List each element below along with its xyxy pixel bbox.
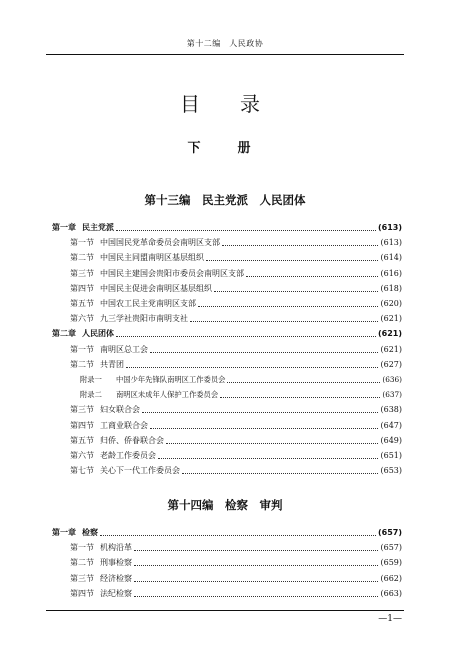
- toc-section-entry[interactable]: [70, 572, 402, 586]
- toc-section-entry[interactable]: [70, 236, 402, 250]
- entry-title: 检察: [82, 528, 98, 537]
- part-heading-13: 第十三编 民主党派 人民团体: [144, 193, 306, 207]
- toc-section-entry[interactable]: [70, 587, 402, 601]
- entry-number: 第六节: [70, 314, 94, 324]
- toc-title: 目 录: [180, 92, 270, 116]
- entry-title: 中国民主同盟南明区基层组织: [100, 253, 204, 263]
- entry-title: 共青团: [100, 359, 124, 369]
- entry-title: 机构沿革: [100, 543, 132, 553]
- toc-section-entry[interactable]: [70, 282, 402, 296]
- leader-dots: [134, 572, 378, 582]
- part-heading-14: 第十四编 检察 审判: [167, 498, 283, 512]
- entry-title: 南明区总工会: [100, 344, 148, 354]
- entry-number: 第四节: [70, 283, 94, 293]
- toc-chapter-entry[interactable]: [52, 526, 402, 540]
- entry-title: 九三学社贵阳市南明支社: [100, 314, 188, 324]
- entry-number: 第五节: [70, 435, 94, 445]
- entry-number: 第二节: [70, 359, 94, 369]
- entry-number: 第四节: [70, 588, 94, 598]
- entry-title: 刑事检察: [100, 558, 132, 568]
- leader-dots: [150, 419, 378, 429]
- leader-dots: [166, 434, 378, 444]
- entry-page: (627): [380, 359, 402, 369]
- leader-dots: [246, 267, 378, 277]
- entry-page: (659): [380, 558, 402, 568]
- leader-dots: [142, 403, 378, 413]
- toc-section-entry[interactable]: [70, 312, 402, 326]
- entry-number: 第七节: [70, 466, 94, 476]
- entry-number: 第三节: [70, 405, 94, 415]
- entry-number: 第一章: [52, 528, 76, 537]
- toc-section-entry[interactable]: [70, 267, 402, 281]
- entry-number: 第三节: [70, 268, 94, 278]
- leader-dots: [158, 449, 378, 459]
- toc-chapter-entry[interactable]: [52, 221, 402, 235]
- entry-number: 附录一: [80, 375, 102, 384]
- page-number: —1—: [378, 614, 402, 624]
- entry-number: 第二节: [70, 558, 94, 568]
- leader-dots: [116, 221, 376, 231]
- entry-page: (657): [380, 543, 402, 553]
- entry-page: (613): [380, 238, 402, 248]
- entry-page: (616): [380, 268, 402, 278]
- entry-page: (651): [380, 451, 402, 460]
- entry-number: 第二节: [70, 253, 94, 263]
- entry-page: (636): [382, 375, 402, 384]
- toc-section-entry[interactable]: [70, 449, 402, 463]
- entry-page: (621): [380, 344, 402, 354]
- entry-title: 妇女联合会: [100, 405, 140, 415]
- footer-rule: [46, 610, 404, 611]
- leader-dots: [134, 541, 378, 551]
- running-head: 第十二编 人民政协: [186, 39, 264, 48]
- entry-page: (657): [377, 528, 402, 537]
- leader-dots: [206, 251, 378, 261]
- toc-section-entry[interactable]: [70, 251, 402, 265]
- entry-title: 人民团体: [82, 329, 114, 339]
- entry-number: 第三节: [70, 573, 94, 583]
- leader-dots: [134, 556, 378, 566]
- entry-number: 第一节: [70, 238, 94, 248]
- entry-title: 归侨、侨眷联合会: [100, 435, 164, 445]
- entry-number: 附录二: [80, 390, 102, 400]
- leader-dots: [220, 388, 380, 398]
- entry-title: 经济检察: [100, 573, 132, 583]
- toc-section-entry[interactable]: [70, 403, 402, 417]
- entry-number: 第四节: [70, 420, 94, 430]
- entry-title: 南明区未成年人保护工作委员会: [116, 390, 219, 400]
- entry-title: 工商业联合会: [100, 420, 148, 430]
- entry-number: 第一节: [70, 344, 94, 354]
- toc-section-entry[interactable]: [70, 419, 402, 433]
- entry-number: 第一章: [52, 223, 76, 232]
- entry-page: (662): [380, 573, 402, 583]
- toc-chapter-entry[interactable]: [52, 327, 402, 341]
- toc-appendix-entry[interactable]: [80, 388, 402, 402]
- entry-page: (621): [377, 329, 402, 339]
- entry-title: 法纪检察: [100, 588, 132, 598]
- leader-dots: [190, 312, 378, 322]
- entry-page: (637): [382, 390, 402, 400]
- toc-section-entry[interactable]: [70, 556, 402, 570]
- entry-number: 第六节: [70, 451, 94, 460]
- toc-section-entry[interactable]: [70, 297, 402, 311]
- toc-section-entry[interactable]: [70, 541, 402, 555]
- leader-dots: [150, 343, 378, 353]
- entry-title: 中国民主促进会南明区基层组织: [100, 283, 212, 293]
- entry-page: (620): [380, 299, 402, 308]
- volume-label: 下 册: [187, 141, 263, 156]
- entry-title: 中国少年先锋队南明区工作委员会: [116, 375, 226, 384]
- toc-appendix-entry[interactable]: [80, 373, 402, 387]
- entry-page: (647): [380, 420, 402, 430]
- entry-page: (614): [380, 253, 402, 263]
- entry-number: 第一节: [70, 543, 94, 553]
- leader-dots: [126, 358, 378, 368]
- entry-page: (613): [377, 223, 402, 232]
- entry-title: 关心下一代工作委员会: [100, 466, 180, 476]
- leader-dots: [214, 282, 378, 292]
- entry-title: 中国国民党革命委员会南明区支部: [100, 238, 220, 248]
- entry-title: 老龄工作委员会: [100, 451, 156, 460]
- leader-dots: [227, 373, 380, 383]
- entry-page: (621): [380, 314, 402, 324]
- entry-number: 第二章: [52, 329, 76, 339]
- entry-title: 民主党派: [82, 223, 114, 232]
- entry-page: (663): [380, 588, 402, 598]
- leader-dots: [134, 587, 378, 597]
- entry-page: (653): [380, 466, 402, 476]
- entry-title: 中国民主建国会贵阳市委员会南明区支部: [100, 268, 244, 278]
- leader-dots: [116, 327, 376, 337]
- toc-section-entry[interactable]: [70, 464, 402, 478]
- entry-title: 中国农工民主党南明区支部: [100, 299, 196, 308]
- leader-dots: [198, 297, 378, 307]
- leader-dots: [222, 236, 378, 246]
- toc-section-entry[interactable]: [70, 358, 402, 372]
- toc-section-entry[interactable]: [70, 343, 402, 357]
- entry-page: (638): [380, 405, 402, 415]
- leader-dots: [100, 526, 376, 536]
- entry-page: (618): [380, 283, 402, 293]
- entry-number: 第五节: [70, 299, 94, 308]
- leader-dots: [182, 464, 378, 474]
- entry-page: (649): [380, 435, 402, 445]
- toc-section-entry[interactable]: [70, 434, 402, 448]
